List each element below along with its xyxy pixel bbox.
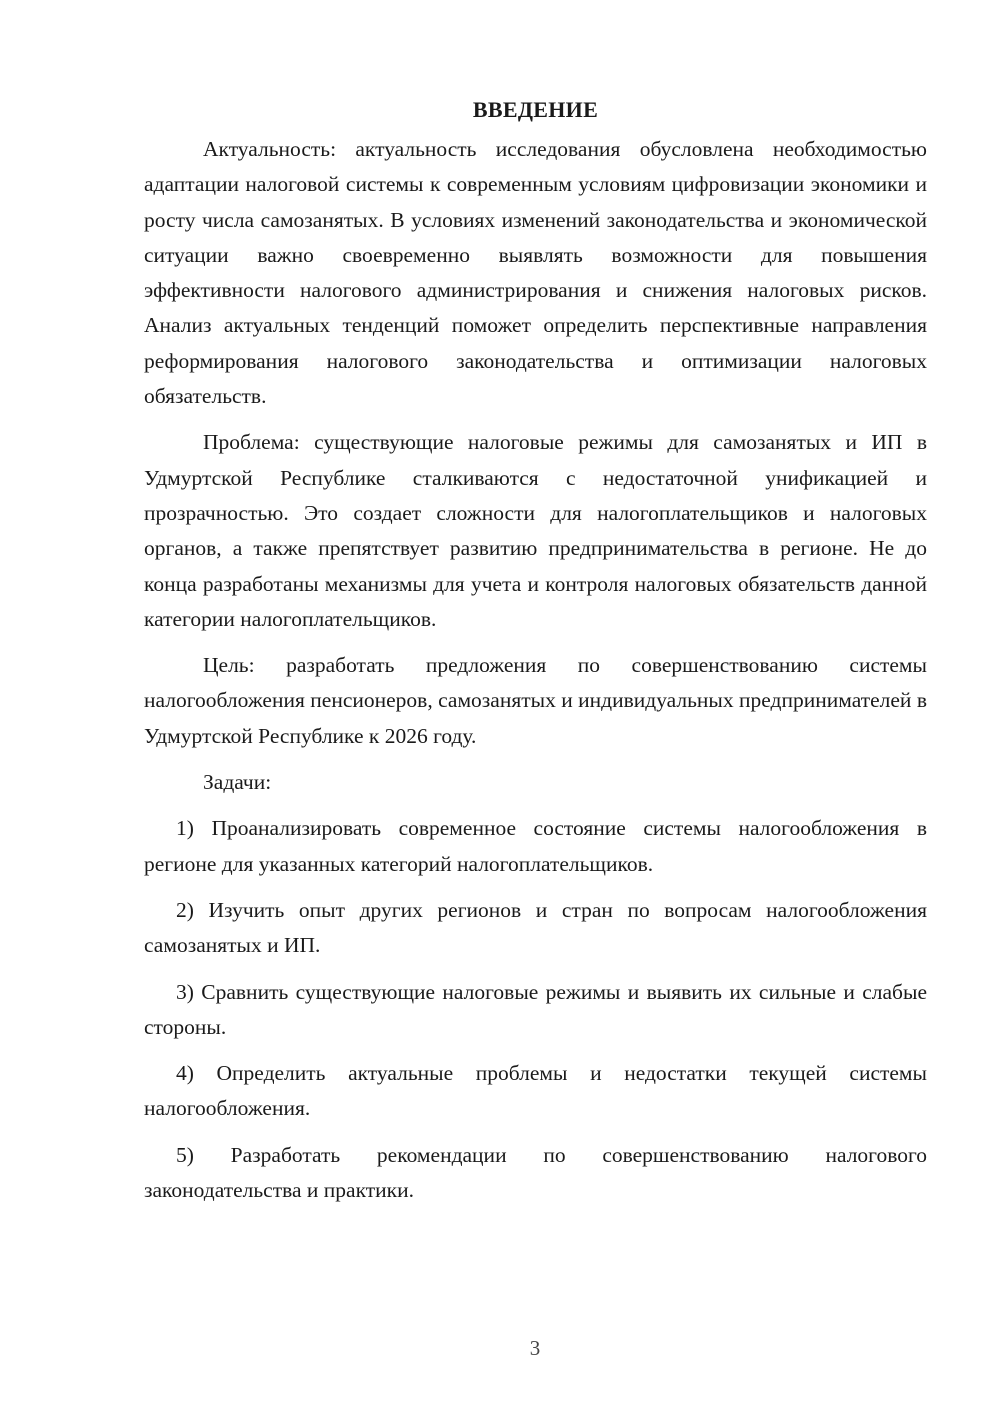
- tasks-heading: Задачи:: [203, 770, 272, 795]
- section-title: ВВЕДЕНИЕ: [472, 97, 599, 122]
- goal-paragraph: Цель: разработать предложения по совершенствованию системы налогообложения пенсионеров, самозанятых и индивидуальных предпринимателей в Удмуртской Республике к 2026 году.: [144, 653, 927, 748]
- page-number: 3: [529, 1336, 541, 1360]
- task-item-3: 3) Сравнить существующие налоговые режимы и выявить их сильные и слабые стороны.: [144, 979, 927, 1039]
- task-item-4: 4) Определить актуальные проблемы и недостатки текущей системы налогообложения.: [144, 1061, 927, 1121]
- document-page: [144, 92, 927, 1219]
- task-item-5: 5) Разработать рекомендации по совершенствованию налогового законодательства и практики.: [144, 1142, 927, 1203]
- problem-paragraph: Проблема: существующие налоговые режимы для самозанятых и ИП в Удмуртской Республике сталкиваются с недостаточной унификацией и прозрачностью. Это создает сложности для налогоплательщиков и налоговых органов, а также препятствует развитию предпринимательства в регионе. Не до конца разработаны механизмы для учета и контроля налоговых обязательств данной категории налогоплательщиков.: [144, 430, 927, 631]
- relevance-paragraph: Актуальность: актуальность исследования обусловлена необходимостью адаптации налоговой системы к современным условиям цифровизации экономики и росту числа самозанятых. В условиях изменений законодательства и экономической ситуации важно своевременно выявлять возможности для повышения эффективности налогового администрирования и снижения налоговых рисков. Анализ актуальных тенденций поможет определить перспективные направления реформирования налогового законодательства и оптимизации налоговых обязательств.: [144, 137, 927, 409]
- task-item-1: 1) Проанализировать современное состояние системы налогообложения в регионе для указанных категорий налогоплательщиков.: [144, 816, 927, 876]
- task-item-2: 2) Изучить опыт других регионов и стран по вопросам налогообложения самозанятых и ИП.: [144, 897, 927, 958]
